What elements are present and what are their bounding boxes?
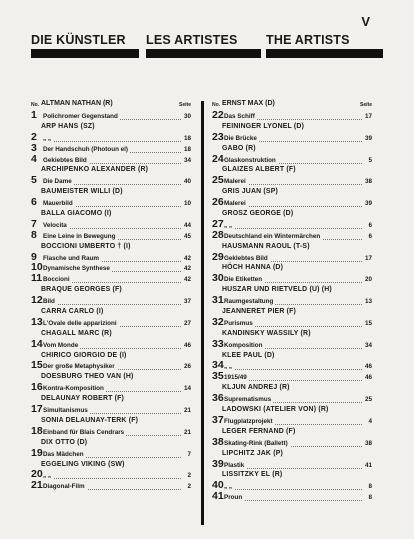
artwork-page: 8 — [368, 494, 372, 502]
artist-name: CHAGALL MARC (R) — [41, 329, 112, 337]
artwork-page: 40 — [183, 178, 191, 186]
artist-heading-row — [212, 165, 372, 176]
artwork-title: Einband für Blais Cendrars — [43, 428, 125, 436]
artwork-title: Kontra-Komposition — [43, 385, 104, 393]
artwork-row — [31, 361, 191, 372]
artist-heading-row — [31, 187, 191, 198]
artwork-page: 38 — [364, 178, 372, 186]
artwork-row — [212, 274, 372, 285]
artist-heading-row — [212, 383, 372, 394]
artwork-row — [31, 337, 191, 351]
artwork-number: 4 — [31, 152, 37, 165]
artwork-row — [212, 413, 372, 427]
artwork-title: Bild — [43, 298, 55, 306]
artwork-page: 2 — [187, 472, 191, 480]
artwork-number: 10 — [31, 261, 43, 274]
artist-name: KLJUN ANDREJ (R) — [222, 384, 290, 392]
artwork-row — [212, 152, 372, 166]
artwork-title: „ „ — [224, 363, 233, 371]
artist-name: DIX OTTO (D) — [41, 438, 88, 446]
artist-heading-row — [31, 394, 191, 405]
artist-heading-row — [31, 438, 191, 449]
artist-heading-row — [212, 263, 372, 274]
artist-heading-row — [212, 242, 372, 253]
artwork-page: 34 — [183, 156, 191, 164]
artwork-row — [31, 152, 191, 166]
artwork-page: 44 — [183, 221, 191, 229]
artist-name: KANDINSKY WASSILY (R) — [222, 329, 311, 337]
artwork-title: Deutschland ein Wintermärchen — [224, 232, 321, 240]
column-header — [212, 101, 372, 111]
artwork-number: 26 — [212, 196, 224, 209]
artwork-page: 18 — [183, 145, 191, 153]
heading-bar-french — [146, 49, 261, 58]
artwork-number: 34 — [212, 359, 224, 372]
artist-heading-row — [31, 285, 191, 296]
artist-name: GRIS JUAN (SP) — [222, 188, 279, 196]
artwork-row — [212, 394, 372, 405]
artwork-page: 21 — [183, 428, 191, 436]
artwork-row — [31, 470, 191, 481]
artwork-number: 17 — [31, 403, 43, 416]
artist-heading-row — [212, 285, 372, 296]
artwork-row — [31, 111, 191, 122]
artwork-page: 21 — [183, 407, 191, 415]
artwork-title: „ „ — [224, 483, 233, 491]
artwork-row — [212, 217, 372, 231]
number-header: No. — [212, 102, 221, 108]
artist-heading-row — [212, 470, 372, 481]
artwork-number: 13 — [31, 315, 43, 328]
artwork-number: 35 — [212, 370, 224, 383]
artwork-number: 37 — [212, 413, 224, 426]
artwork-number: 16 — [31, 381, 43, 394]
artwork-title: Malerei — [224, 178, 246, 186]
artwork-title: Das Schiff — [224, 113, 255, 120]
artwork-title: „ „ — [43, 134, 52, 142]
artwork-row — [31, 250, 191, 264]
artwork-number: 2 — [31, 130, 37, 143]
artwork-number: 15 — [31, 359, 43, 372]
artwork-title: Simultanismus — [43, 407, 88, 415]
artwork-number: 38 — [212, 435, 224, 448]
artist-name: HUSZAR UND RIETVELD (U) (H) — [222, 286, 332, 294]
artist-heading-row — [31, 372, 191, 383]
artwork-number: 18 — [31, 424, 43, 437]
artist-name: FEININGER LYONEL (D) — [222, 122, 305, 130]
artwork-title: Proun — [224, 494, 243, 502]
artist-heading-row — [31, 351, 191, 362]
artist-heading-row — [31, 165, 191, 176]
artwork-page: 2 — [187, 483, 191, 491]
artwork-number: 27 — [212, 217, 224, 230]
artist-name: ARCHIPENKO ALEXANDER (R) — [41, 166, 149, 174]
artwork-page: 39 — [364, 134, 372, 142]
artist-name: SONIA DELAUNAY-TERK (F) — [41, 416, 139, 424]
artwork-row — [31, 228, 191, 242]
artist-heading-row — [212, 122, 372, 133]
artwork-row — [31, 383, 191, 394]
artwork-page: 5 — [368, 156, 372, 164]
artist-name: ERNST MAX (D) — [222, 100, 275, 107]
artwork-number: 1 — [31, 109, 37, 121]
artwork-page: 15 — [364, 319, 372, 327]
dot-leader — [43, 141, 181, 142]
artwork-number: 19 — [31, 446, 43, 459]
heading-english: THE ARTISTS — [266, 33, 350, 47]
artwork-page: 46 — [364, 374, 372, 382]
artwork-row — [31, 405, 191, 416]
artist-heading-row — [212, 329, 372, 340]
artwork-title: Dynamische Synthese — [43, 265, 110, 273]
artwork-number: 8 — [31, 228, 37, 241]
artwork-title: Diagonal-Film — [43, 483, 85, 491]
artist-name: HÖCH HANNA (D) — [222, 264, 284, 272]
artwork-title: Geklebtes Bild — [224, 254, 268, 262]
artist-name: LEGER FERNAND (F) — [222, 427, 296, 435]
artwork-title: Raumgestaltung — [224, 298, 274, 306]
number-header: No. — [31, 102, 40, 108]
artwork-page: 46 — [183, 341, 191, 349]
artwork-number: 29 — [212, 250, 224, 263]
artist-heading-row — [212, 144, 372, 155]
artwork-title: Flasche und Raum — [43, 254, 99, 262]
artwork-title: Malerei — [224, 200, 246, 208]
artwork-row — [212, 372, 372, 383]
artist-heading-row — [212, 405, 372, 416]
artist-name: CARRA CARLO (I) — [41, 308, 104, 316]
artwork-number: 20 — [31, 468, 43, 481]
artwork-number: 24 — [212, 152, 224, 165]
artwork-row — [31, 198, 191, 209]
artwork-page: 20 — [364, 276, 372, 284]
artist-name: GLAIZES ALBERT (F) — [222, 166, 296, 174]
artwork-page: 38 — [364, 439, 372, 447]
artwork-row — [212, 361, 372, 372]
artwork-title: Eine Leine in Bewegung — [43, 232, 116, 240]
artist-name: LADOWSKI (ATELIER VON) (R) — [222, 406, 329, 414]
dot-leader — [224, 500, 362, 501]
artwork-title: Suprematismus — [224, 396, 272, 404]
artist-name: DOESBURG THEO VAN (H) — [41, 373, 134, 381]
artist-heading-row — [31, 416, 191, 427]
artwork-page: 37 — [183, 298, 191, 306]
artwork-number: 31 — [212, 294, 224, 307]
artwork-row — [31, 141, 191, 155]
artwork-row — [212, 296, 372, 307]
artwork-number: 30 — [212, 272, 224, 285]
dot-leader — [43, 304, 181, 305]
artwork-title: Plastik — [224, 461, 245, 469]
artwork-title: „ „ — [43, 472, 52, 480]
artwork-title: Die Etiketten — [224, 276, 263, 284]
artwork-row — [31, 481, 191, 492]
artist-name: ARP HANS (SZ) — [41, 122, 95, 130]
artwork-page: 42 — [183, 254, 191, 262]
dot-leader — [224, 369, 362, 370]
entry-list — [31, 111, 191, 492]
artwork-title: Die Brücke — [224, 134, 257, 142]
artwork-title: Das Mädchen — [43, 450, 84, 458]
artwork-number: 7 — [31, 217, 37, 230]
artwork-number: 32 — [212, 315, 224, 328]
artwork-row — [31, 176, 191, 187]
artist-heading-row — [212, 307, 372, 318]
artwork-row — [212, 250, 372, 264]
entry-list — [212, 111, 372, 503]
artwork-number: 40 — [212, 479, 224, 492]
artwork-number: 23 — [212, 130, 224, 143]
artwork-number: 6 — [31, 196, 37, 209]
artwork-number: 11 — [31, 272, 43, 285]
artwork-page: 18 — [183, 134, 191, 142]
artist-name: BAUMEISTER WILLI (D) — [41, 188, 123, 196]
artwork-page: 41 — [364, 461, 372, 469]
artist-name: KLEE PAUL (D) — [222, 351, 275, 359]
artwork-title: Purismus — [224, 319, 253, 327]
artwork-page: 30 — [183, 113, 191, 120]
artwork-page: 27 — [183, 319, 191, 327]
artist-name: LIPCHITZ JAK (P) — [222, 449, 284, 457]
artwork-row — [31, 424, 191, 438]
artwork-number: 22 — [212, 109, 224, 121]
heading-bar-german — [31, 49, 139, 58]
dot-leader — [224, 228, 362, 229]
artwork-title: „ „ — [224, 221, 233, 229]
artwork-title: Komposition — [224, 341, 263, 349]
artist-heading-row — [31, 209, 191, 220]
artwork-row — [212, 228, 372, 242]
artist-name: JEANNERET PIER (F) — [222, 308, 297, 316]
artwork-number: 5 — [31, 174, 37, 187]
artist-name: BOCCIONI UMBERTO † (I) — [41, 242, 131, 250]
title-headings — [31, 33, 383, 59]
artwork-row — [212, 198, 372, 209]
artwork-row — [212, 111, 372, 122]
artist-column-left — [31, 101, 191, 492]
artwork-row — [212, 130, 372, 144]
artwork-row — [212, 337, 372, 351]
artwork-page: 42 — [183, 276, 191, 284]
column-header — [31, 101, 191, 111]
artwork-page: 6 — [368, 232, 372, 240]
artwork-row — [212, 435, 372, 449]
artist-heading-row — [212, 351, 372, 362]
artwork-number: 21 — [31, 479, 43, 492]
artwork-title: Der große Metaphysiker — [43, 363, 115, 371]
artist-name: BALLA GIACOMO (I) — [41, 210, 112, 218]
artwork-page: 8 — [368, 483, 372, 491]
artwork-title: Vom Monde — [43, 341, 79, 349]
artwork-row — [31, 130, 191, 144]
artwork-page: 39 — [364, 200, 372, 208]
artist-heading-row — [212, 449, 372, 460]
artwork-number: 41 — [212, 490, 224, 503]
artwork-page: 13 — [364, 298, 372, 306]
artwork-title: L'Ovale delle apparizioni — [43, 319, 117, 327]
artwork-page: 7 — [187, 450, 191, 458]
page-number: V — [361, 14, 370, 29]
artwork-title: Der Handschuh (Photoun el) — [43, 145, 129, 153]
heading-german: DIE KÜNSTLER — [31, 33, 126, 47]
artwork-number: 12 — [31, 294, 43, 307]
artwork-page: 17 — [364, 254, 372, 262]
artwork-title: Skating-Rink (Ballett) — [224, 439, 288, 447]
artwork-page: 45 — [183, 232, 191, 240]
artwork-title: Polichromer Gegenstand — [43, 113, 118, 120]
artwork-page: 4 — [368, 417, 372, 425]
artwork-number: 3 — [31, 141, 37, 154]
artwork-page: 14 — [183, 385, 191, 393]
artwork-page: 46 — [364, 363, 372, 371]
artist-heading-row — [31, 329, 191, 340]
artist-heading-row — [31, 307, 191, 318]
artist-name: LISSITZKY EL (R) — [222, 471, 283, 479]
artist-heading-row — [31, 122, 191, 133]
artwork-row — [212, 457, 372, 471]
artwork-page: 34 — [364, 341, 372, 349]
artwork-number: 39 — [212, 457, 224, 470]
artwork-page: 26 — [183, 363, 191, 371]
artwork-row — [212, 176, 372, 187]
artwork-title: Flugplatzprojekt — [224, 417, 273, 425]
artist-name: EGGELING VIKING (SW) — [41, 460, 125, 468]
artwork-title: 1915/49 — [224, 374, 247, 382]
heading-bar-english — [266, 49, 383, 58]
heading-french: LES ARTISTES — [146, 33, 238, 47]
artist-name: HAUSMANN RAOUL (T-S) — [222, 242, 310, 250]
artwork-number: 36 — [212, 392, 224, 405]
dot-leader — [224, 489, 362, 490]
artist-name: DELAUNAY ROBERT (F) — [41, 395, 125, 403]
artist-name: CHIRICO GIORGIO DE (I) — [41, 351, 127, 359]
artwork-row — [31, 274, 191, 285]
artwork-page: 6 — [368, 221, 372, 229]
artwork-row — [31, 217, 191, 231]
artist-heading-row — [31, 460, 191, 471]
artwork-row — [31, 446, 191, 460]
artwork-row — [31, 263, 191, 274]
artwork-page: 17 — [364, 113, 372, 120]
artwork-row — [212, 315, 372, 329]
artwork-page: 10 — [183, 200, 191, 208]
artist-column-right — [212, 101, 372, 503]
artwork-number: 25 — [212, 174, 224, 187]
page-header: Seite — [360, 102, 372, 108]
artwork-number: 9 — [31, 250, 37, 263]
artwork-row — [31, 315, 191, 329]
artwork-title: Gekiebtes Bild — [43, 156, 87, 164]
column-divider — [201, 101, 204, 525]
artwork-title: Die Dame — [43, 178, 72, 186]
artwork-row — [31, 296, 191, 307]
artist-name: GROSZ GEORGE (D) — [222, 210, 294, 218]
artwork-page: 42 — [183, 265, 191, 273]
artwork-number: 28 — [212, 228, 224, 241]
artwork-title: Velocita — [43, 221, 67, 229]
page-header: Seite — [179, 102, 191, 108]
artwork-title: Mauerbild — [43, 200, 73, 208]
artist-name: ALTMAN NATHAN (R) — [41, 100, 113, 107]
artist-heading-row — [212, 427, 372, 438]
artist-heading-row — [212, 209, 372, 220]
artist-name: GABO (R) — [222, 144, 256, 152]
artist-name: BRAQUE GEORGES (F) — [41, 286, 122, 294]
artist-heading-row — [212, 187, 372, 198]
dot-leader — [43, 478, 181, 479]
artwork-number: 14 — [31, 337, 43, 350]
artwork-title: Glaskonstruktion — [224, 156, 276, 164]
artist-heading-row — [31, 242, 191, 253]
artwork-row — [212, 492, 372, 503]
artwork-number: 33 — [212, 337, 224, 350]
artwork-title: Boccioni — [43, 276, 70, 284]
artwork-page: 25 — [364, 396, 372, 404]
artwork-row — [212, 481, 372, 492]
